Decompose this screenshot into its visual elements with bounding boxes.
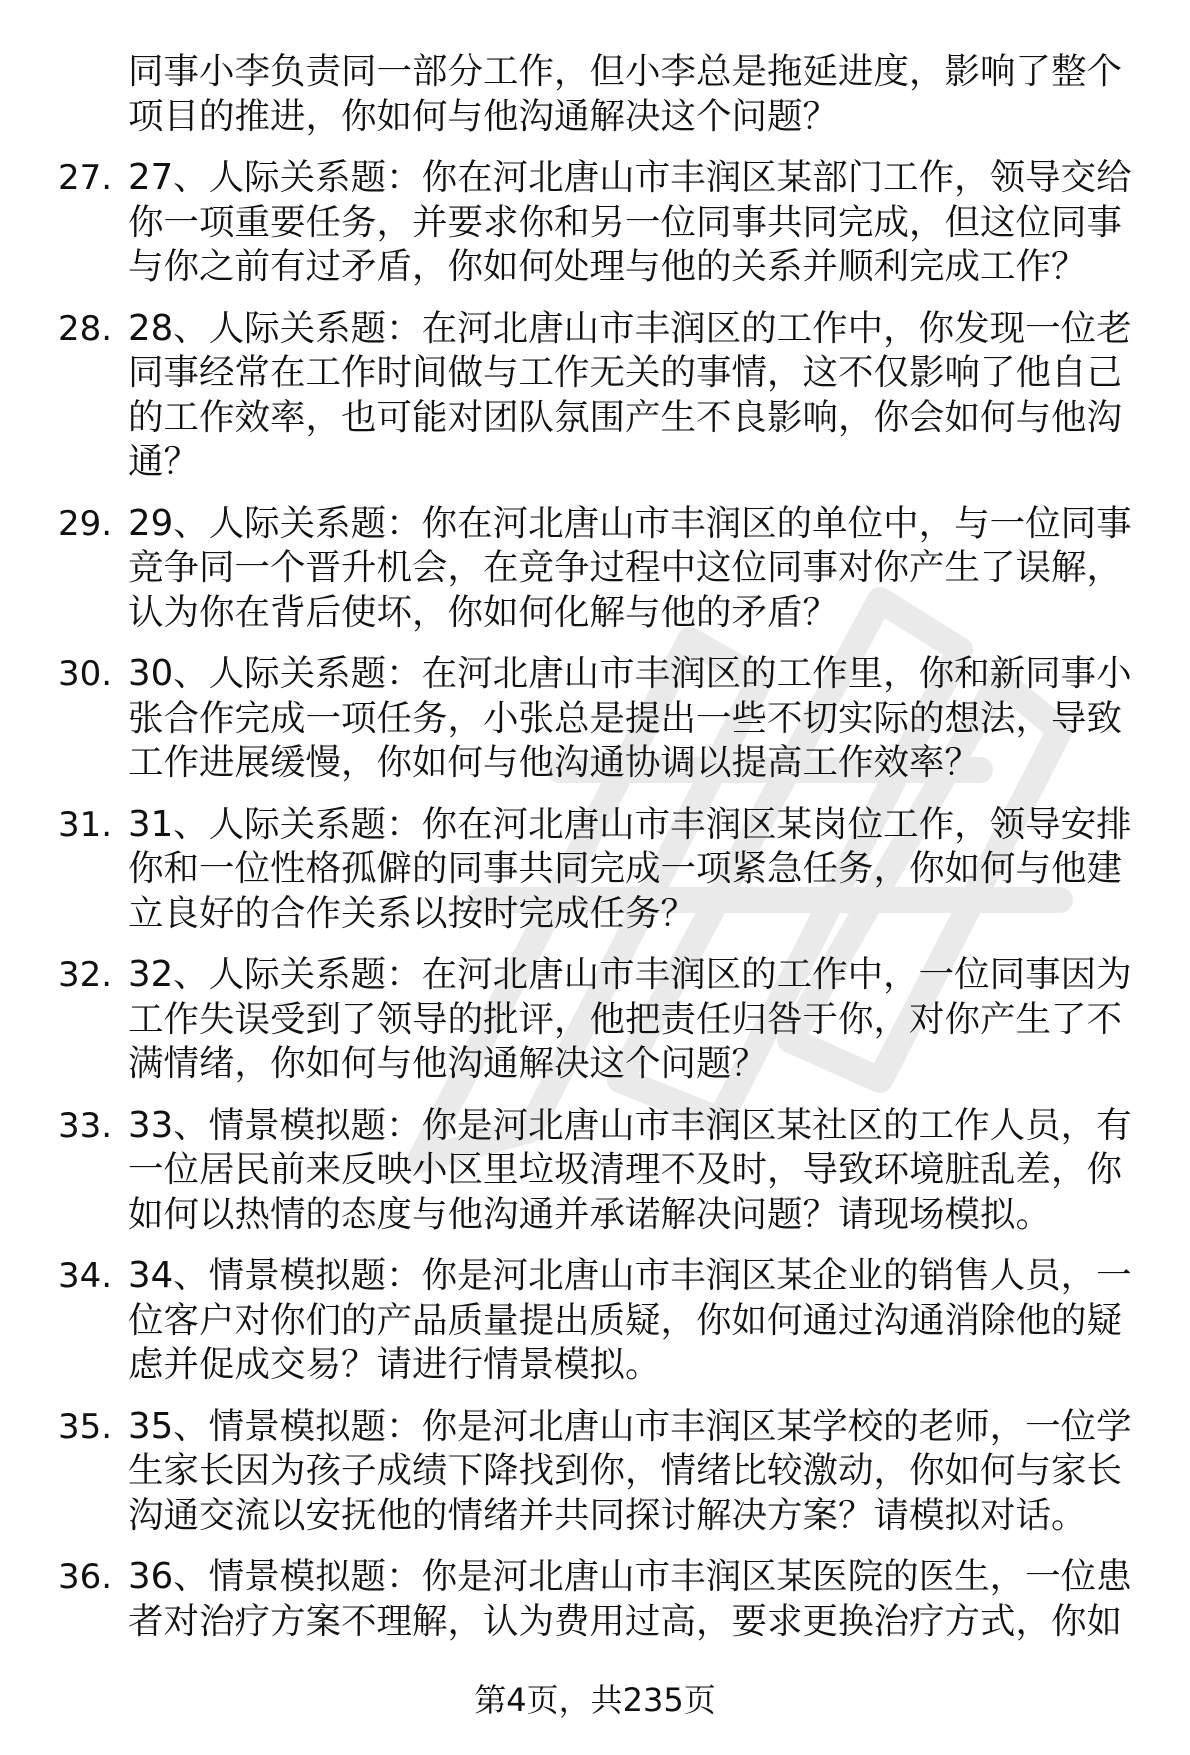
item-line: 同事经常在工作时间做与工作无关的事情，这不仅影响了他自己 xyxy=(128,352,1123,393)
question-item-32 xyxy=(58,953,1158,1087)
item-number: 35. xyxy=(58,1406,113,1447)
item-text xyxy=(128,803,1158,937)
question-item-34 xyxy=(58,1254,1158,1388)
item-text xyxy=(128,1104,1158,1238)
continued-line: 同事小李负责同一部分工作，但小李总是拖延进度，影响了整个 xyxy=(128,51,1123,92)
item-line: 工作进展缓慢，你如何与他沟通协调以提高工作效率？ xyxy=(128,742,981,783)
item-line: 的工作效率，也可能对团队氛围产生不良影响，你会如何与他沟 xyxy=(128,396,1123,438)
item-line: 立良好的合作关系以按时完成任务？ xyxy=(128,892,697,934)
question-item-36 xyxy=(58,1555,1158,1644)
item-text xyxy=(128,1555,1158,1644)
item-line: 工作失误受到了领导的批评，他把责任归咎于你，对你产生了不 xyxy=(128,998,1123,1040)
item-line: 31、人际关系题：你在河北唐山市丰润区某岗位工作，领导安排 xyxy=(128,803,1132,845)
item-number: 28. xyxy=(58,308,113,349)
item-line: 认为你在背后使坏，你如何化解与他的矛盾？ xyxy=(128,591,839,633)
item-number: 30. xyxy=(58,654,113,694)
item-line: 32、人际关系题：在河北唐山市丰润区的工作中，一位同事因为 xyxy=(128,954,1132,995)
item-text xyxy=(128,1405,1158,1539)
item-text xyxy=(128,953,1158,1087)
item-text xyxy=(128,652,1158,786)
question-item-31 xyxy=(58,803,1158,937)
question-item-27 xyxy=(58,156,1158,290)
page-footer: 第4页，共235页 xyxy=(474,1681,716,1719)
item-line: 36、情景模拟题：你是河北唐山市丰润区某医院的医生，一位患 xyxy=(128,1556,1132,1597)
item-line: 生家长因为孩子成绩下降找到你，情绪比较激动，你如何与家长 xyxy=(128,1450,1123,1491)
question-item-33 xyxy=(58,1104,1158,1238)
item-line: 通？ xyxy=(128,441,200,482)
item-line: 35、情景模拟题：你是河北唐山市丰润区某学校的老师，一位学 xyxy=(128,1405,1132,1447)
question-item-28 xyxy=(58,307,1158,485)
item-number: 32. xyxy=(58,955,113,995)
item-line: 27、人际关系题：你在河北唐山市丰润区某部门工作，领导交给 xyxy=(128,157,1132,198)
item-line: 与你之前有过矛盾，你如何处理与他的关系并顺利完成工作？ xyxy=(128,246,1087,287)
item-text xyxy=(128,502,1158,636)
item-line: 33、情景模拟题：你是河北唐山市丰润区某社区的工作人员，有 xyxy=(128,1104,1132,1146)
item-number: 27. xyxy=(58,158,113,198)
item-line: 你一项重要任务，并要求你和另一位同事共同完成，但这位同事 xyxy=(128,201,1123,243)
item-line: 30、人际关系题：在河北唐山市丰润区的工作里，你和新同事小 xyxy=(128,653,1132,694)
item-line: 虑并促成交易？请进行情景模拟。 xyxy=(128,1344,661,1385)
item-line: 一位居民前来反映小区里垃圾清理不及时，导致环境脏乱差，你 xyxy=(128,1149,1123,1190)
item-line: 满情绪，你如何与他沟通解决这个问题？ xyxy=(128,1043,768,1084)
item-number: 29. xyxy=(58,503,113,544)
item-number: 34. xyxy=(58,1256,113,1296)
item-line: 34、情景模拟题：你是河北唐山市丰润区某企业的销售人员，一 xyxy=(128,1255,1132,1296)
item-line: 位客户对你们的产品质量提出质疑，你如何通过沟通消除他的疑 xyxy=(128,1299,1123,1341)
continued-line: 项目的推进，你如何与他沟通解决这个问题？ xyxy=(128,95,839,137)
item-number: 33. xyxy=(58,1105,113,1146)
item-number: 31. xyxy=(58,804,113,845)
continued-question xyxy=(58,50,1158,139)
item-line: 如何以热情的态度与他沟通并承诺解决问题？请现场模拟。 xyxy=(128,1193,1052,1235)
item-text xyxy=(128,307,1158,485)
question-item-30 xyxy=(58,652,1158,786)
question-list xyxy=(58,50,1158,1661)
item-line: 28、人际关系题：在河北唐山市丰润区的工作中，你发现一位老 xyxy=(128,307,1132,349)
item-line: 你和一位性格孤僻的同事共同完成一项紧急任务，你如何与他建 xyxy=(128,848,1123,889)
item-line: 沟通交流以安抚他的情绪并共同探讨解决方案？请模拟对话。 xyxy=(128,1494,1087,1536)
item-line: 竞争同一个晋升机会，在竞争过程中这位同事对你产生了误解， xyxy=(128,547,1123,588)
item-text xyxy=(128,1254,1158,1388)
question-item-35 xyxy=(58,1405,1158,1539)
item-line: 者对治疗方案不理解，认为费用过高，要求更换治疗方式，你如 xyxy=(128,1600,1123,1642)
item-line: 张合作完成一项任务，小张总是提出一些不切实际的想法，导致 xyxy=(128,697,1123,739)
item-text xyxy=(128,156,1158,290)
item-line: 29、人际关系题：你在河北唐山市丰润区的单位中，与一位同事 xyxy=(128,502,1132,544)
question-item-29 xyxy=(58,502,1158,636)
item-number: 36. xyxy=(58,1557,113,1597)
